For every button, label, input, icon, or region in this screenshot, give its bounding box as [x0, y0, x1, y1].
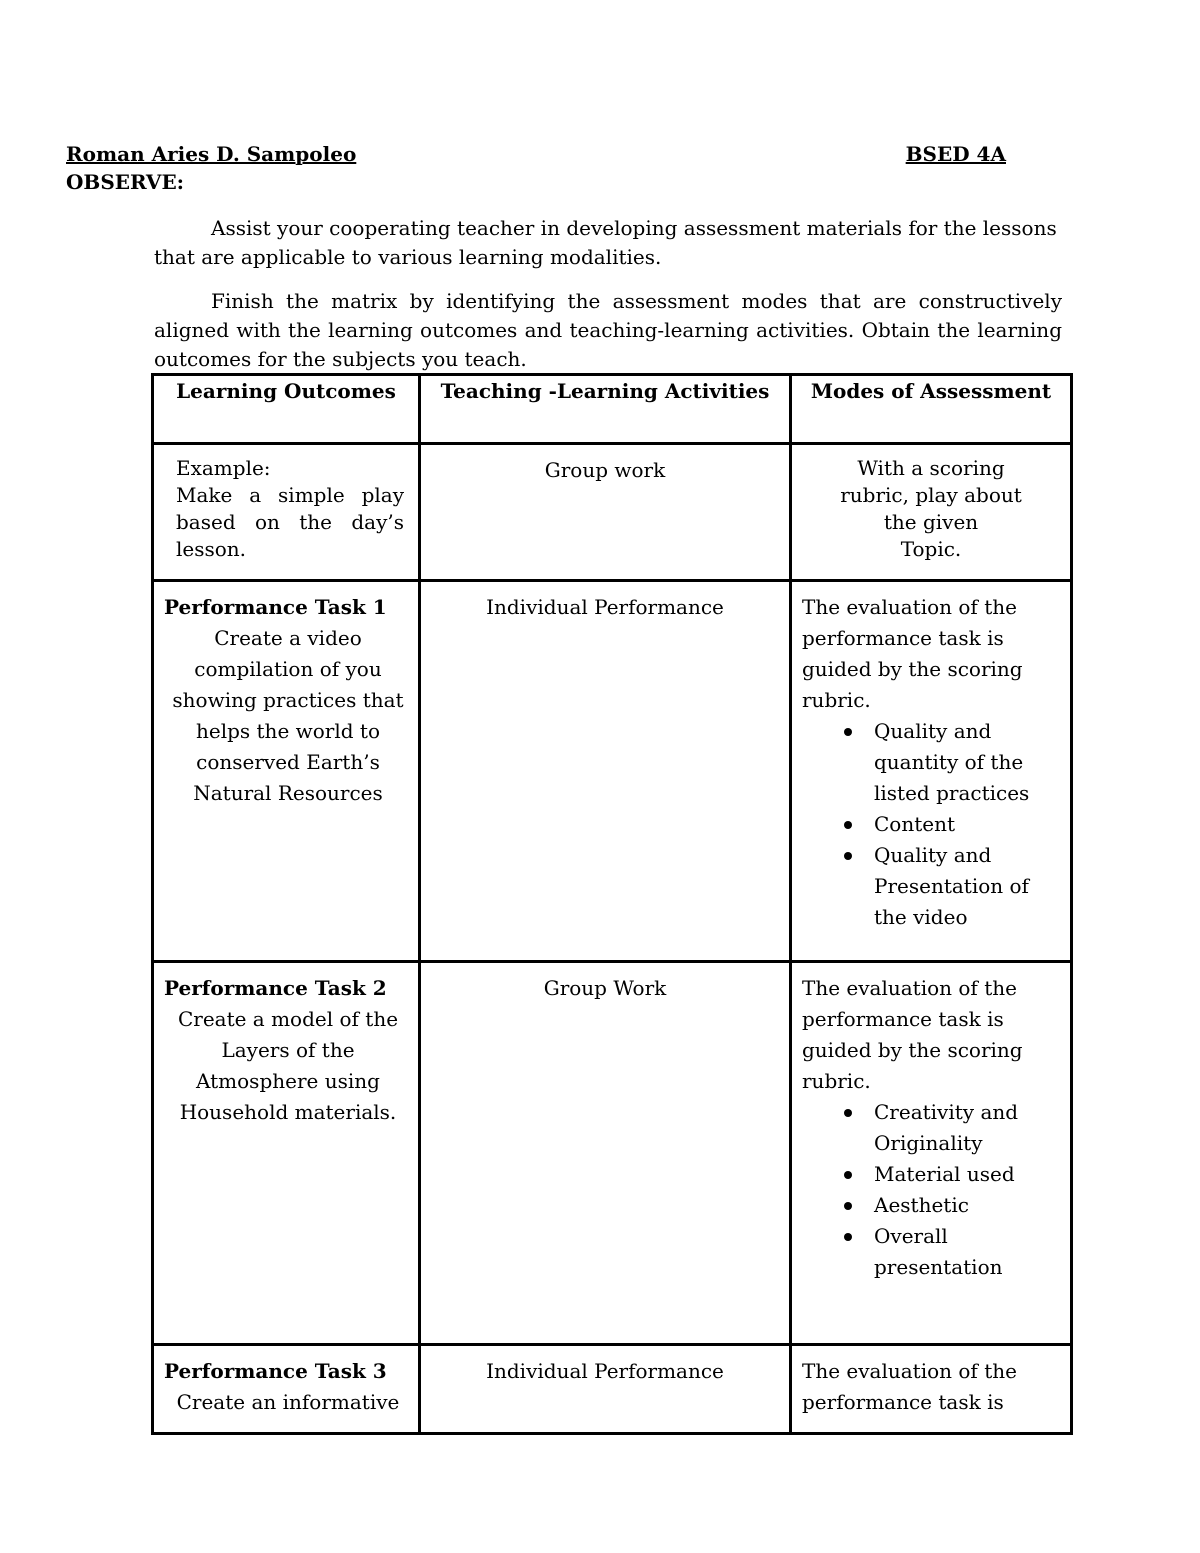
table-header-row — [153, 375, 1072, 444]
task-1-title: Performance Task 1 — [164, 595, 387, 619]
example-assessment-line: With a scoring — [857, 456, 1005, 480]
task-3-title: Performance Task 3 — [164, 1359, 387, 1383]
instruction-paragraph-1: Assist your cooperating teacher in developing assessment materials for the lessons that are applicable to various learning modalities. — [154, 216, 1057, 269]
example-assessment-line: rubric, play about — [840, 483, 1022, 507]
table-row-task-3 — [153, 1345, 1072, 1434]
instruction-paragraph-2: Finish the matrix by identifying the assessment modes that are constructively aligned with the learning outcomes and teaching-learning activities. Obtain the learning outcomes for the subjects you teach. — [154, 289, 1062, 371]
task-3-description: Create an informative — [176, 1390, 400, 1414]
example-activity: Group work — [420, 444, 791, 581]
criteria-item: Overall presentation — [874, 1221, 1062, 1283]
criteria-item: Quality and quantity of the listed practices — [874, 716, 1062, 809]
task-3-activity: Individual Performance — [420, 1345, 791, 1434]
table-row-example — [153, 444, 1072, 581]
task-1-activity: Individual Performance — [420, 581, 791, 962]
task-1-assessment-cell — [791, 581, 1072, 962]
example-assessment-line: Topic. — [900, 537, 962, 561]
task-1-description: Create a video compilation of you showing practices that helps the world to conserved Earth’s Natural Resources — [172, 626, 404, 805]
header-teaching-learning-activities: Teaching -Learning Activities — [420, 375, 791, 444]
task-3-outcome-cell — [153, 1345, 420, 1434]
header-learning-outcomes: Learning Outcomes — [153, 375, 420, 444]
table-row-task-2 — [153, 962, 1072, 1345]
task-1-outcome-cell — [153, 581, 420, 962]
task-3-assessment-cell — [791, 1345, 1072, 1434]
task-1-criteria-list — [802, 716, 1062, 933]
task-2-assessment-intro: The evaluation of the performance task is guided by the scoring rubric. — [802, 976, 1023, 1093]
task-3-assessment-intro: The evaluation of the performance task is — [802, 1359, 1017, 1414]
example-assessment-line: the given — [883, 510, 979, 534]
criteria-item: Aesthetic — [874, 1190, 1062, 1221]
task-2-title: Performance Task 2 — [164, 976, 387, 1000]
criteria-item: Material used — [874, 1159, 1062, 1190]
example-outcome-cell — [153, 444, 420, 581]
task-2-criteria-list — [802, 1097, 1062, 1283]
student-name: Roman Aries D. Sampoleo — [66, 142, 357, 166]
task-1-assessment-intro: The evaluation of the performance task is guided by the scoring rubric. — [802, 595, 1023, 712]
example-assessment-cell — [791, 444, 1072, 581]
task-2-assessment-cell — [791, 962, 1072, 1345]
criteria-item: Content — [874, 809, 1062, 840]
criteria-item: Quality and Presentation of the video — [874, 840, 1062, 933]
table-row-task-1 — [153, 581, 1072, 962]
header-modes-of-assessment: Modes of Assessment — [791, 375, 1072, 444]
criteria-item: Creativity and Originality — [874, 1097, 1062, 1159]
example-outcome: Make a simple play based on the day’s lesson. — [176, 483, 404, 561]
student-section: BSED 4A — [905, 142, 1006, 166]
example-label: Example: — [176, 456, 271, 480]
observe-label: OBSERVE: — [66, 170, 185, 194]
assessment-matrix — [151, 373, 1073, 1435]
task-2-description: Create a model of the Layers of the Atmosphere using Household materials. — [177, 1007, 399, 1124]
task-2-activity: Group Work — [420, 962, 791, 1345]
task-2-outcome-cell — [153, 962, 420, 1345]
